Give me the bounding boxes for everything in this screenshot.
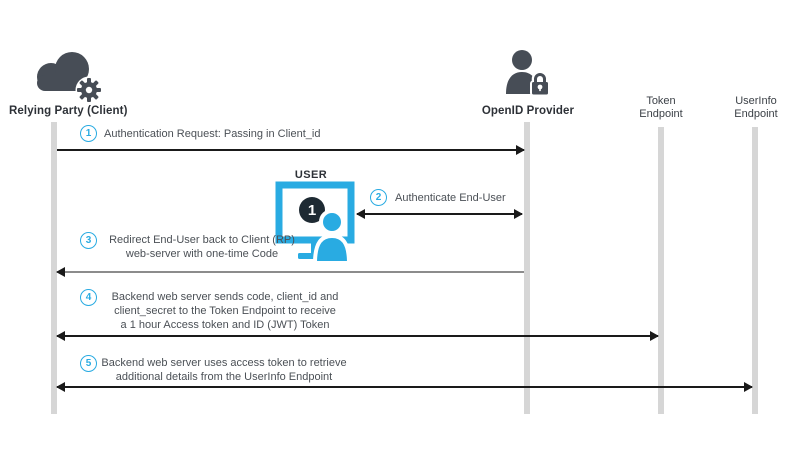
step-2-number: 2 <box>370 189 387 206</box>
arrowhead-right-icon <box>514 209 523 219</box>
arrow-step-1 <box>57 149 524 151</box>
step-4-line2: client_secret to the Token Endpoint to receive <box>114 305 336 317</box>
actor-label-relying-party: Relying Party (Client) <box>9 105 128 117</box>
step-5-text <box>90 356 358 384</box>
person-lock-icon <box>505 50 551 96</box>
step-4-number: 4 <box>80 289 97 306</box>
cloud-gear-icon <box>30 52 108 102</box>
arrow-step-5 <box>57 386 752 388</box>
userinfo-endpoint-line2: Endpoint <box>734 108 778 120</box>
lifeline-userinfo-endpoint <box>752 127 758 414</box>
arrow-step-3 <box>57 271 524 273</box>
step-3-text <box>98 233 306 261</box>
step-2-text: Authenticate End-User <box>395 192 506 204</box>
arrowhead-left-icon <box>56 331 65 341</box>
arrowhead-left-icon <box>56 267 65 277</box>
step-1-number: 1 <box>80 125 97 142</box>
arrowhead-right-icon <box>650 331 659 341</box>
step-3-line1: Redirect End-User back to Client (RP) <box>109 234 295 246</box>
userinfo-endpoint-line1: UserInfo <box>735 95 777 107</box>
step-5-number: 5 <box>80 355 97 372</box>
arrowhead-right-icon <box>744 382 753 392</box>
arrowhead-left-icon <box>356 209 365 219</box>
step-4-text <box>100 290 350 332</box>
step-5-line1: Backend web server uses access token to retrieve <box>101 357 347 369</box>
actor-label-userinfo-endpoint <box>723 95 789 121</box>
arrow-step-4 <box>57 335 658 337</box>
lifeline-openid-provider <box>524 122 530 414</box>
step-4-line1: Backend web server sends code, client_id and <box>111 291 339 303</box>
actor-label-token-endpoint <box>631 95 691 121</box>
actor-label-openid-provider: OpenID Provider <box>481 105 575 117</box>
step-4-line3: a 1 hour Access token and ID (JWT) Token <box>120 319 330 331</box>
arrow-step-2 <box>357 213 522 215</box>
token-endpoint-line2: Endpoint <box>639 108 683 120</box>
step-3-number: 3 <box>80 232 97 249</box>
step-1-text: Authentication Request: Passing in Client_id <box>104 128 321 140</box>
arrowhead-right-icon <box>516 145 525 155</box>
user-label: USER <box>294 169 328 181</box>
step-5-line2: additional details from the UserInfo Endpoint <box>115 371 333 383</box>
arrowhead-left-icon <box>56 382 65 392</box>
step-3-line2: web-server with one-time Code <box>125 248 279 260</box>
token-endpoint-line1: Token <box>646 95 676 107</box>
lifeline-token-endpoint <box>658 127 664 414</box>
user-screen-badge: 1 <box>307 202 317 219</box>
